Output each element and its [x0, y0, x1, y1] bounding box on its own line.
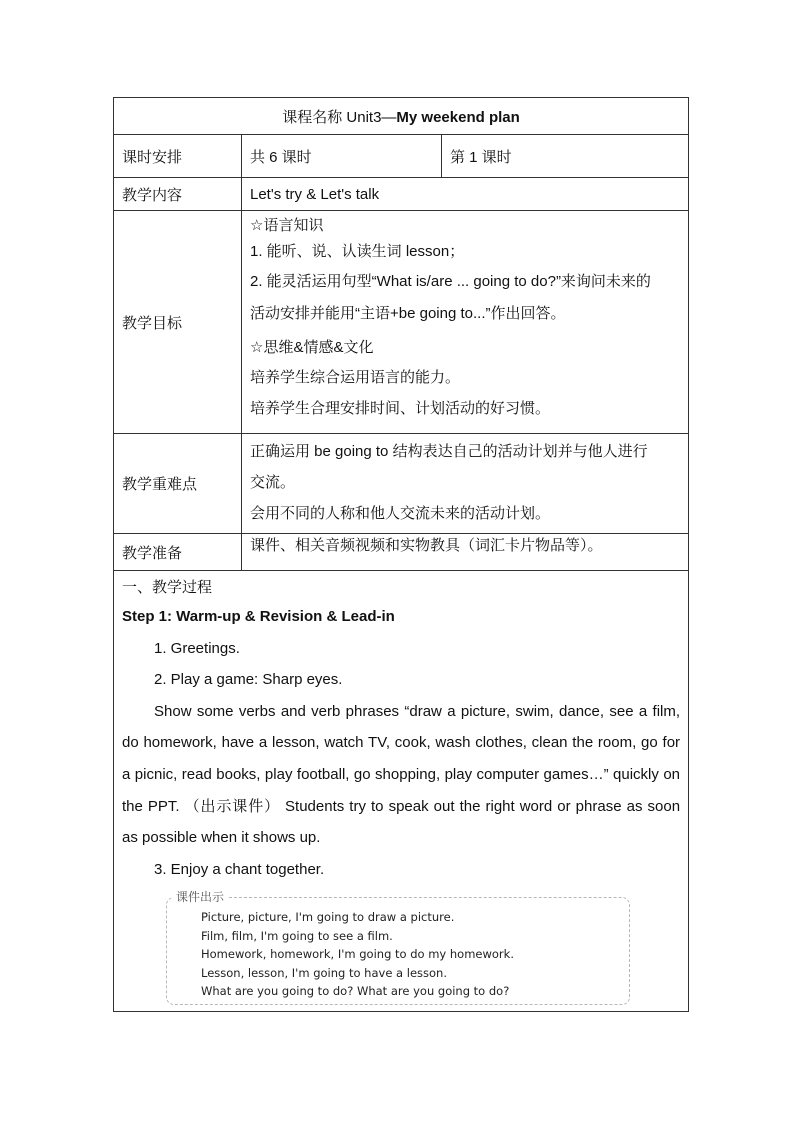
chant-box	[166, 890, 630, 1005]
chant-lines	[201, 908, 514, 1001]
course-title-name: My weekend plan	[396, 108, 520, 126]
chant-line: Lesson, lesson, I'm going to have a lesson.	[201, 965, 447, 980]
process-row	[114, 571, 689, 1012]
process-content	[114, 571, 689, 1012]
step-title: Step 1: Warm-up & Revision & Lead-in	[122, 608, 395, 625]
hours-current: 第 1 课时	[442, 135, 689, 178]
process-heading: 一、教学过程	[122, 579, 213, 596]
goals-row	[114, 211, 689, 434]
key-points-row	[114, 434, 689, 534]
preparation-row	[114, 534, 689, 571]
step-item-3: 3. Enjoy a chant together.	[154, 860, 325, 878]
lesson-plan-table	[113, 97, 689, 1012]
key-points-line: 正确运用 be going to 结构表达自己的活动计划并与他人进行	[250, 443, 648, 460]
hours-total: 共 6 课时	[242, 135, 442, 178]
goals-line: 活动安排并能用“主语+be going to...”作出回答。	[250, 305, 566, 322]
hours-row	[114, 135, 689, 178]
chant-line: Film, film, I'm going to see a film.	[201, 928, 393, 943]
goals-line: ☆思维&情感&文化	[250, 339, 374, 356]
goals-line: 培养学生合理安排时间、计划活动的好习惯。	[250, 400, 551, 417]
goals-line: 1. 能听、说、认读生词 lesson；	[250, 243, 465, 260]
course-title-prefix: 课程名称 Unit3—	[282, 108, 397, 126]
title-row	[114, 98, 689, 135]
chant-line: Homework, homework, I'm going to do my homework.	[201, 947, 514, 962]
content-row	[114, 178, 689, 211]
content-label: 教学内容	[114, 178, 242, 211]
goals-label: 教学目标	[114, 211, 242, 434]
step-item-1: 1. Greetings.	[154, 639, 240, 657]
key-points-label: 教学重难点	[114, 434, 242, 534]
course-title	[114, 98, 689, 135]
step-item-2: 2. Play a game: Sharp eyes.	[154, 671, 343, 689]
content-value: Let's try & Let's talk	[242, 178, 689, 211]
key-points-content	[242, 434, 689, 534]
goals-line: ☆语言知识	[250, 217, 324, 234]
key-points-line: 交流。	[250, 474, 296, 491]
chant-line: What are you going to do? What are you going to do?	[201, 984, 510, 999]
step-paragraph: Show some verbs and verb phrases “draw a picture, swim, dance, see a film, do homework, have a lesson, watch TV, cook, wash clothes, clean the room, go for a picnic, read books, play football, go shopping, play computer games…” quickly on the PPT. （出示课件） Students try to speak out the right word or phrase as soon as possible when it shows up.	[122, 702, 681, 847]
key-points-line: 会用不同的人称和他人交流未来的活动计划。	[250, 505, 551, 522]
preparation-value: 课件、相关音频视频和实物教具（词汇卡片物品等）。	[242, 534, 689, 571]
goals-line: 2. 能灵活运用句型“What is/are ... going to do?”来询问未来的	[250, 273, 651, 290]
preparation-label: 教学准备	[114, 534, 242, 571]
chant-tag: 课件出示	[173, 888, 227, 905]
hours-label: 课时安排	[114, 135, 242, 178]
chant-line: Picture, picture, I'm going to draw a picture.	[201, 910, 455, 925]
goals-content	[242, 211, 689, 434]
goals-line: 培养学生综合运用语言的能力。	[250, 369, 461, 386]
